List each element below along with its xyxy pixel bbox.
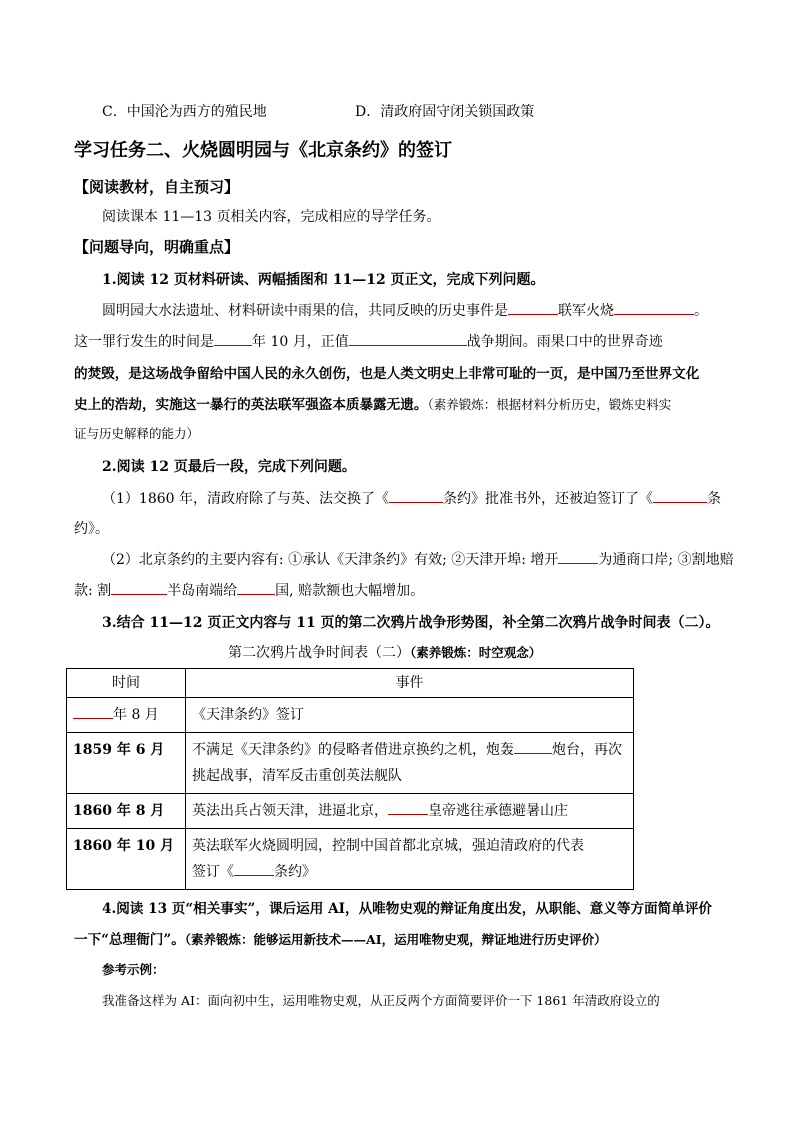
q2-s2-line1 (102, 549, 734, 569)
q4-skill-note: （素养锻炼：能够运用新技术——AI，运用唯物史观，辩证地进行历史评价） (184, 932, 607, 947)
cell-time-text: 年 8 月 (113, 707, 159, 723)
cell-time: 1859 年 6 月 (67, 733, 186, 794)
table-row (67, 794, 634, 829)
reference-label: 参考示例： (102, 962, 165, 977)
option-d: D．清政府固守闭关锁国政策 (355, 104, 535, 120)
preview-text: 阅读课本 11—13 页相关内容，完成相应的导学任务。 (102, 209, 441, 225)
table-caption (228, 642, 541, 662)
cell-event (186, 794, 634, 829)
q2-s1-c: 条 (707, 491, 721, 507)
q3-title: 3.结合 11—12 页正文内容与 11 页的第二次鸦片战争形势图，补全第二次鸦片战争时间表（二）。 (102, 615, 720, 631)
q1-line2-b: 年 10 月，正值 (252, 334, 349, 350)
cell-event-b: 炮台，再次 (552, 742, 622, 758)
answer-blank[interactable] (237, 582, 275, 595)
cell-event-a: 英法联军火烧圆明园，控制中国首都北京城，强迫清政府的代表 (192, 838, 584, 854)
cell-time: 1860 年 8 月 (67, 794, 186, 829)
answer-blank[interactable] (349, 333, 467, 346)
cell-event-b: 皇帝逃往承德避暑山庄 (428, 803, 568, 819)
q2-s1-line2: 约》。 (74, 521, 109, 537)
answer-blank[interactable] (73, 706, 113, 719)
answer-blank[interactable] (214, 333, 252, 346)
cell-event-a: 英法出兵占领天津，进逼北京， (192, 803, 388, 819)
cell-event-c: 条约》 (274, 864, 316, 880)
table-row (67, 733, 634, 794)
header-time: 时间 (67, 669, 186, 698)
cell-event: 《天津条约》签订 (186, 698, 634, 733)
preview-heading: 【阅读教材，自主预习】 (74, 178, 240, 196)
option-c: C．中国沦为西方的殖民地 (102, 104, 267, 120)
answer-blank[interactable] (558, 551, 598, 564)
q4-line2-a: 一下“总理衙门”。 (74, 932, 185, 948)
q1-line2-a: 这一罪行发生的时间是 (74, 334, 214, 350)
q2-s2-a: （2）北京条约的主要内容有: ①承认《天津条约》有效; ②天津开埠: 增开 (102, 552, 559, 568)
q1-line5: 证与历史解释的能力） (74, 426, 200, 441)
q2-s2-d: 半岛南端给 (167, 583, 238, 599)
reference-text: 我准备这样为 AI：面向初中生，运用唯物史观，从正反两个方面简要评价一下 1861 年清政府设立的 (102, 993, 660, 1008)
q1-line4 (74, 393, 671, 413)
cell-event-a: 不满足《天津条约》的侵略者借进京换约之机，炮轰 (192, 742, 514, 758)
cell-event (186, 733, 634, 794)
q1-line1 (102, 300, 708, 320)
answer-blank[interactable] (111, 582, 167, 595)
header-event: 事件 (186, 669, 634, 698)
q1-line4-a: 史上的浩劫，实施这一暴行的英法联军强盗本质暴露无遗。 (74, 397, 428, 413)
q4-line1: 4.阅读 13 页“相关事实”，课后运用 AI，从唯物史观的辩证角度出发，从职能、意义等方面简单评价 (102, 901, 713, 917)
q4-line2 (74, 928, 607, 948)
table-row (67, 698, 634, 733)
q2-s2-line2 (74, 580, 424, 600)
table-row (67, 829, 634, 890)
answer-blank[interactable] (388, 802, 428, 815)
table-header-row (67, 669, 634, 698)
focus-heading: 【问题导向，明确重点】 (74, 238, 240, 256)
cell-event-b: 签订《 (192, 864, 234, 880)
q2-s1-b: 条约》批准书外，还被迫签订了《 (443, 491, 653, 507)
timeline-table (66, 668, 634, 890)
answer-blank[interactable] (653, 490, 707, 503)
q1-line2 (74, 331, 663, 351)
cell-time (67, 698, 186, 733)
answer-blank[interactable] (234, 863, 274, 876)
cell-time: 1860 年 10 月 (67, 829, 186, 890)
q1-line1-a: 圆明园大水法遗址、材料研读中雨果的信，共同反映的历史事件是 (102, 303, 508, 319)
table-caption-text: 第二次鸦片战争时间表（二） (228, 645, 410, 661)
q2-s2-c: 款: 割 (74, 583, 112, 599)
table-skill-note: （素养锻炼：时空观念） (410, 645, 542, 660)
q1-line2-c: 战争期间。雨果口中的世界奇迹 (466, 334, 663, 350)
answer-blank[interactable] (508, 302, 558, 315)
answer-blank[interactable] (514, 741, 552, 754)
cell-event (186, 829, 634, 890)
q1-line1-b: 联军火烧 (558, 303, 614, 319)
task-title: 学习任务二、火烧圆明园与《北京条约》的签订 (74, 140, 452, 161)
q2-title: 2.阅读 12 页最后一段，完成下列问题。 (102, 459, 356, 475)
q1-title: 1.阅读 12 页材料研读、两幅插图和 11—12 页正文，完成下列问题。 (102, 272, 545, 288)
answer-blank[interactable] (614, 302, 694, 315)
q2-s2-e: 国, 赔款额也大幅增加。 (275, 583, 425, 599)
cell-event-c: 挑起战事，清军反击重创英法舰队 (192, 768, 402, 784)
q1-skill-note: （素养锻炼：根据材料分析历史，锻炼史料实 (427, 397, 672, 412)
answer-blank[interactable] (389, 490, 443, 503)
q1-line1-c: 。 (694, 303, 708, 319)
q1-line3: 的焚毁，是这场战争留给中国人民的永久创伤，也是人类文明史上非常可耻的一页，是中国乃至世界文化 (74, 366, 700, 382)
q2-s2-b: 为通商口岸; ③割地赔 (598, 552, 734, 568)
q2-s1-line1 (102, 488, 721, 508)
q2-s1-a: （1）1860 年，清政府除了与英、法交换了《 (102, 491, 389, 507)
